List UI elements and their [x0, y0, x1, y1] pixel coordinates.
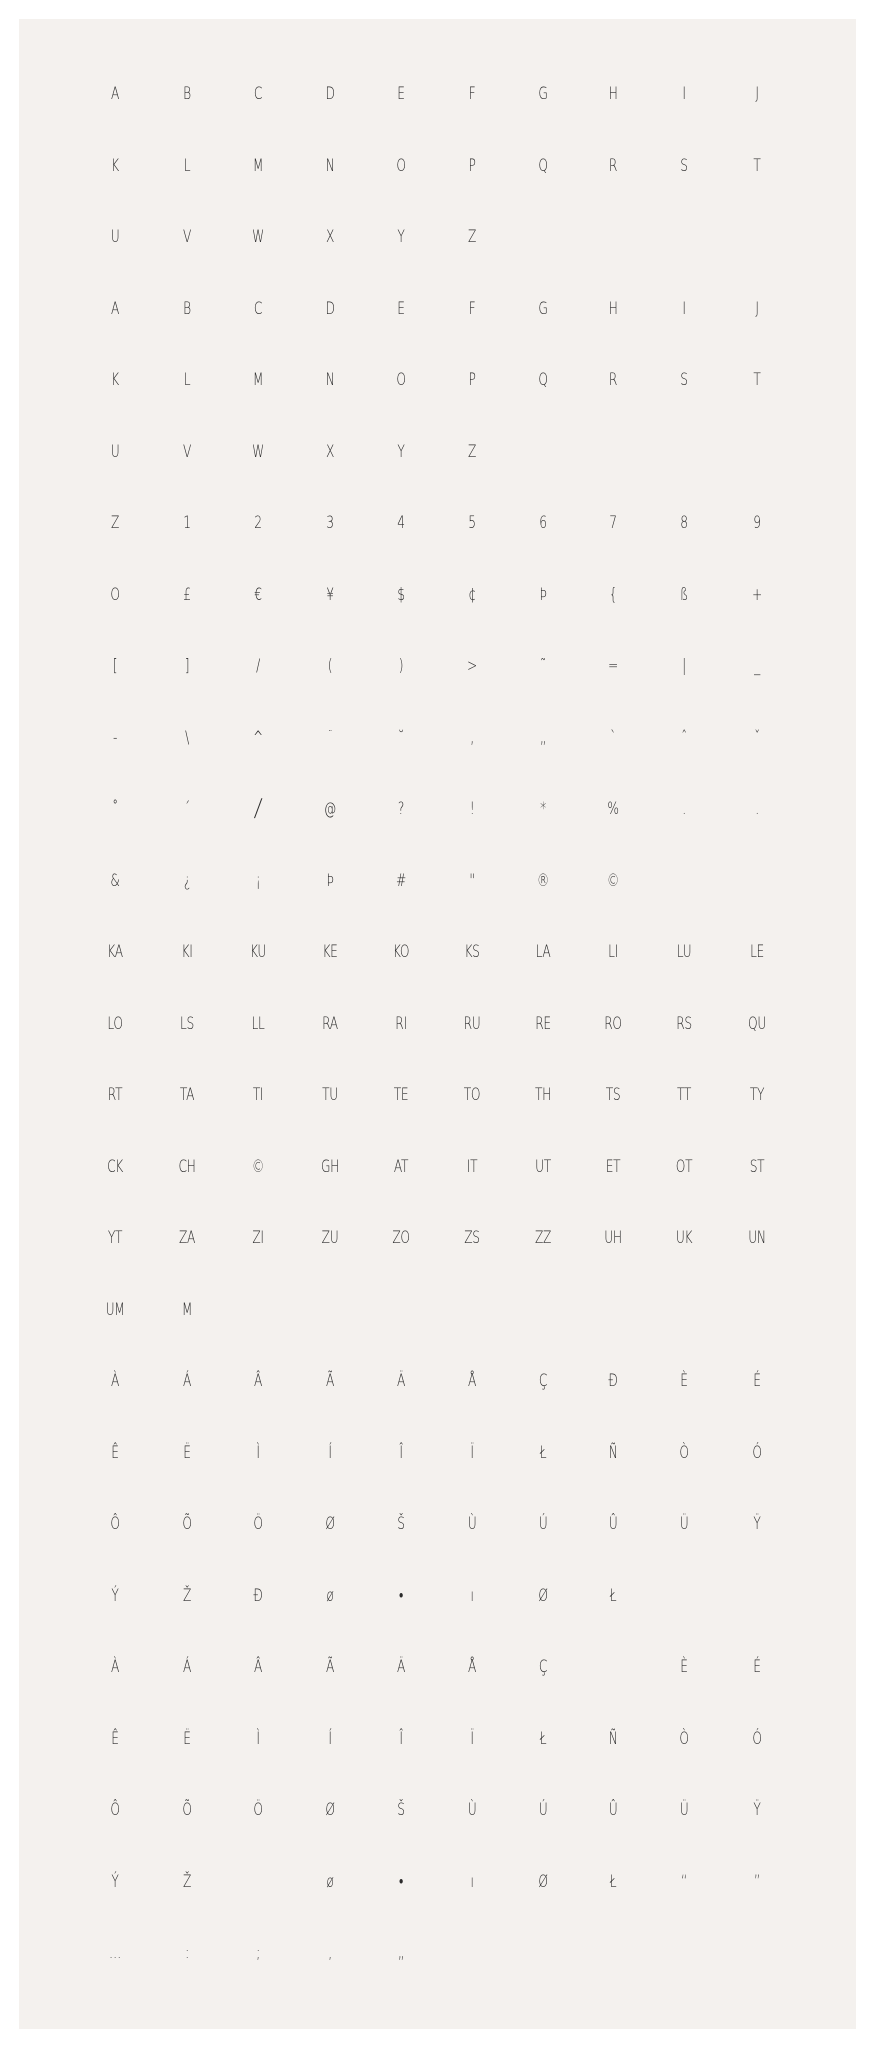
glyph-cell: ST [749, 1156, 765, 1177]
glyph-row [19, 727, 856, 799]
glyph-cell: ZI [252, 1228, 264, 1248]
glyph-cell: + [752, 584, 762, 605]
glyph-cell: Ä [396, 1657, 406, 1677]
glyph-cell: N [325, 370, 335, 390]
glyph-cell: Ë [183, 1728, 191, 1749]
glyph-row [19, 1942, 856, 2014]
glyph-cell: B [183, 84, 191, 104]
glyph-cell: X [325, 227, 335, 247]
glyph-cell: = [608, 656, 618, 676]
glyph-cell: : [185, 1943, 189, 1963]
glyph-cell: GH [321, 1156, 339, 1177]
glyph-cell: Q [538, 370, 548, 390]
glyph-cell: LE [750, 942, 764, 962]
glyph-cell: N [325, 155, 335, 176]
glyph-cell: ZO [392, 1228, 410, 1248]
glyph-cell: 1 [183, 513, 191, 533]
glyph-cell: IT [466, 1156, 478, 1177]
glyph-cell: RO [604, 1013, 622, 1034]
glyph-cell: Ø [325, 1514, 335, 1534]
glyph-cell: TH [535, 1085, 551, 1105]
glyph-cell: Đ [253, 1585, 263, 1606]
glyph-cell: Y [397, 441, 405, 462]
glyph-cell: W [252, 441, 264, 462]
glyph-row [19, 512, 856, 584]
glyph-cell: V [182, 441, 192, 462]
glyph-cell: Û [608, 1514, 618, 1534]
glyph-row [19, 584, 856, 656]
glyph-cell: 3 [326, 513, 334, 533]
glyph-cell: ZS [464, 1228, 480, 1248]
glyph-cell: ¿ [183, 870, 191, 891]
glyph-cell: \ [185, 727, 189, 748]
glyph-cell: C [253, 84, 263, 104]
glyph-cell: Ç [538, 1371, 548, 1391]
glyph-cell: D [325, 298, 335, 319]
glyph-cell: • [399, 1585, 403, 1606]
glyph-cell: * [540, 799, 546, 819]
glyph-cell: È [680, 1657, 688, 1677]
glyph-cell: UH [604, 1228, 622, 1248]
glyph-cell: É [753, 1657, 761, 1677]
glyph-cell: Ø [538, 1871, 548, 1892]
glyph-cell: KU [250, 942, 266, 962]
glyph-cell: UK [675, 1228, 693, 1248]
glyph-cell: Ò [679, 1442, 689, 1463]
glyph-cell: À [110, 1371, 120, 1391]
glyph-cell: K [111, 155, 119, 176]
glyph-cell: € [254, 584, 262, 605]
glyph-cell: Û [608, 1800, 618, 1820]
glyph-cell: G [538, 84, 548, 104]
glyph-cell: # [396, 870, 406, 891]
glyph-cell: ˆ [681, 727, 687, 748]
glyph-cell: Ã [325, 1371, 335, 1391]
glyph-cell: ZZ [534, 1228, 552, 1248]
glyph-cell: 9 [753, 513, 761, 533]
glyph-cell: CK [107, 1156, 123, 1177]
glyph-cell: TY [749, 1085, 765, 1105]
glyph-cell: Ł [539, 1728, 547, 1749]
glyph-cell: Ê [111, 1442, 119, 1463]
glyph-cell: U [110, 441, 120, 462]
glyph-cell: ® [537, 870, 549, 891]
glyph-row [19, 1442, 856, 1514]
glyph-cell: O [110, 584, 120, 605]
glyph-cell: Ä [396, 1371, 406, 1391]
glyph-cell: ø [326, 1585, 334, 1606]
glyph-cell: TT [676, 1085, 692, 1105]
glyph-cell: , [328, 1943, 332, 1963]
glyph-cell: LI [608, 942, 618, 962]
glyph-cell: V [182, 227, 192, 247]
glyph-cell: RI [395, 1013, 407, 1034]
glyph-cell: ´ [184, 799, 190, 819]
glyph-cell: C [253, 298, 263, 319]
glyph-cell: TI [252, 1085, 264, 1105]
glyph-cell: ı [470, 1871, 474, 1892]
glyph-cell: Ø [538, 1585, 548, 1606]
glyph-cell: P [468, 155, 476, 176]
glyph-row [19, 941, 856, 1013]
glyph-cell: Ì [256, 1442, 260, 1463]
glyph-cell: YT [107, 1228, 123, 1248]
glyph-cell: M [252, 155, 264, 176]
glyph-cell: O [396, 370, 406, 390]
glyph-cell: R [608, 155, 618, 176]
glyph-cell: Q [538, 155, 548, 176]
glyph-cell: • [399, 1871, 403, 1892]
glyph-cell: Â [253, 1657, 263, 1677]
glyph-cell: % [607, 799, 619, 819]
glyph-cell: UM [105, 1299, 125, 1320]
glyph-cell: TS [605, 1085, 621, 1105]
glyph-cell: Ê [111, 1728, 119, 1749]
glyph-cell: E [397, 84, 405, 104]
glyph-cell: KS [464, 942, 480, 962]
glyph-cell: Ò [679, 1728, 689, 1749]
glyph-cell: Ñ [608, 1728, 618, 1749]
glyph-cell: Þ [326, 870, 334, 891]
glyph-cell: Ý [111, 1871, 119, 1892]
glyph-cell: ) [398, 656, 404, 676]
glyph-cell: ? [397, 799, 405, 819]
glyph-cell: Ł [539, 1442, 547, 1463]
glyph-cell: K [111, 370, 119, 390]
glyph-cell: Ó [752, 1442, 762, 1463]
glyph-row [19, 83, 856, 155]
glyph-cell: LA [535, 942, 551, 962]
glyph-cell: KI [181, 942, 193, 962]
glyph-cell: RA [322, 1013, 338, 1034]
glyph-cell: „ [398, 1943, 404, 1963]
glyph-cell: Ł [609, 1585, 617, 1606]
glyph-cell: RS [676, 1013, 692, 1034]
glyph-cell: Ž [182, 1585, 192, 1606]
glyph-cell: ^ [253, 727, 263, 748]
glyph-cell: RU [463, 1013, 481, 1034]
glyph-cell: J [755, 84, 759, 104]
glyph-cell: Î [399, 1728, 403, 1749]
glyph-cell: Ã [325, 1657, 335, 1677]
glyph-cell: & [110, 870, 120, 891]
glyph-cell: RE [535, 1013, 551, 1034]
glyph-cell: ZA [178, 1228, 196, 1248]
glyph-cell: © [607, 870, 619, 891]
glyph-cell: KE [322, 942, 338, 962]
glyph-cell: ¨ [327, 727, 333, 748]
glyph-row [19, 155, 856, 227]
glyph-cell: $ [397, 584, 405, 605]
glyph-cell: „ [540, 727, 546, 748]
glyph-cell: ˘ [398, 727, 404, 748]
glyph-cell: 6 [539, 513, 547, 533]
glyph-cell: ` [610, 727, 616, 748]
glyph-cell: Á [182, 1657, 192, 1677]
glyph-cell: Ï [470, 1442, 474, 1463]
glyph-row [19, 441, 856, 513]
glyph-cell: Ï [470, 1728, 474, 1749]
glyph-cell: T [753, 155, 761, 176]
glyph-cell: L [183, 370, 191, 390]
glyph-row [19, 1728, 856, 1800]
glyph-cell: D [325, 84, 335, 104]
glyph-specimen-sheet [19, 19, 856, 2029]
glyph-cell: Ú [538, 1514, 548, 1534]
glyph-cell: 4 [397, 513, 405, 533]
glyph-cell: ‚ [470, 727, 474, 748]
glyph-cell: F [468, 84, 476, 104]
glyph-cell: Ö [253, 1514, 263, 1534]
glyph-cell: TO [463, 1085, 481, 1105]
glyph-row [19, 1513, 856, 1585]
glyph-cell: . [755, 799, 759, 819]
glyph-cell: S [680, 155, 688, 176]
glyph-cell: Î [399, 1442, 403, 1463]
glyph-cell: H [608, 298, 618, 319]
glyph-cell: CH [178, 1156, 196, 1177]
glyph-row [19, 655, 856, 727]
glyph-cell: ] [184, 656, 190, 676]
glyph-cell: T [753, 370, 761, 390]
glyph-cell: É [753, 1371, 761, 1391]
glyph-cell: Ö [253, 1800, 263, 1820]
glyph-cell: ø [326, 1871, 334, 1892]
glyph-cell: Ü [679, 1800, 689, 1820]
glyph-cell: LL [251, 1013, 265, 1034]
glyph-cell: Õ [182, 1800, 192, 1820]
glyph-cell: E [397, 298, 405, 319]
glyph-cell: - [112, 727, 118, 748]
glyph-cell: TE [393, 1085, 409, 1105]
glyph-cell: A [110, 298, 120, 319]
glyph-cell: ( [327, 656, 333, 676]
glyph-row [19, 870, 856, 942]
glyph-cell: Ô [110, 1514, 120, 1534]
glyph-cell: Ô [110, 1800, 120, 1820]
glyph-cell: 2 [254, 513, 262, 533]
glyph-cell: J [755, 298, 759, 319]
glyph-cell: OT [675, 1156, 693, 1177]
glyph-cell: Y [397, 227, 405, 247]
glyph-cell: Þ [539, 584, 547, 605]
glyph-cell: LU [676, 942, 692, 962]
glyph-cell: O [396, 155, 406, 176]
glyph-cell: F [468, 298, 476, 319]
glyph-cell: Ð [608, 1371, 618, 1391]
glyph-cell: X [325, 441, 335, 462]
glyph-cell: TA [179, 1085, 195, 1105]
glyph-cell: © [252, 1156, 264, 1177]
glyph-cell: S [680, 370, 688, 390]
glyph-cell: “ [681, 1871, 687, 1892]
glyph-cell: M [181, 1299, 193, 1320]
glyph-cell: Ñ [608, 1442, 618, 1463]
glyph-cell: Å [467, 1371, 477, 1391]
glyph-cell: Ç [538, 1657, 548, 1677]
glyph-cell: B [183, 298, 191, 319]
glyph-cell: Ž [182, 1871, 192, 1892]
glyph-cell: Í [328, 1442, 332, 1463]
glyph-cell: / [256, 656, 260, 676]
glyph-cell: M [252, 370, 264, 390]
glyph-row [19, 1013, 856, 1085]
glyph-row [19, 226, 856, 298]
glyph-row [19, 369, 856, 441]
glyph-cell: Í [328, 1728, 332, 1749]
glyph-cell: { [609, 584, 617, 605]
glyph-cell: 5 [468, 513, 476, 533]
glyph-grid [19, 83, 856, 2014]
glyph-cell: H [608, 84, 618, 104]
glyph-cell: À [110, 1657, 120, 1677]
glyph-cell: I [682, 84, 686, 104]
glyph-cell: ET [605, 1156, 621, 1177]
glyph-cell: Á [182, 1371, 192, 1391]
glyph-cell: È [680, 1371, 688, 1391]
glyph-cell: [ [112, 656, 118, 676]
glyph-cell: RT [107, 1085, 123, 1105]
glyph-cell: > [467, 656, 477, 676]
glyph-cell: ˜ [540, 656, 546, 676]
glyph-row [19, 298, 856, 370]
glyph-cell: @ [324, 799, 336, 819]
glyph-cell: Ÿ [753, 1800, 761, 1820]
glyph-cell: Å [467, 1657, 477, 1677]
glyph-cell: UT [535, 1156, 551, 1177]
glyph-row [19, 1084, 856, 1156]
glyph-cell: KO [392, 942, 410, 962]
glyph-cell: ! [469, 799, 475, 819]
glyph-cell: Z [110, 513, 120, 533]
glyph-cell: UN [748, 1228, 766, 1248]
glyph-cell: " [469, 870, 475, 891]
glyph-row [19, 1871, 856, 1943]
glyph-cell: Ý [111, 1585, 119, 1606]
glyph-cell: £ [183, 584, 191, 605]
glyph-cell: ß [680, 584, 688, 605]
glyph-cell: Ì [256, 1728, 260, 1749]
glyph-cell: LS [180, 1013, 194, 1034]
glyph-cell: Z [467, 441, 477, 462]
glyph-cell: I [682, 298, 686, 319]
glyph-cell: Ø [325, 1800, 335, 1820]
glyph-row [19, 1299, 856, 1371]
glyph-cell: ¢ [468, 584, 476, 605]
glyph-cell: Ü [679, 1514, 689, 1534]
glyph-cell: ı [470, 1585, 474, 1606]
glyph-row [19, 1156, 856, 1228]
glyph-row [19, 1227, 856, 1299]
glyph-cell: Ó [752, 1728, 762, 1749]
glyph-cell: KA [107, 942, 123, 962]
glyph-row [19, 798, 856, 870]
glyph-cell: _ [754, 656, 760, 676]
glyph-cell: LO [107, 1013, 123, 1034]
glyph-cell: ˇ [754, 727, 760, 748]
glyph-cell: Â [253, 1371, 263, 1391]
glyph-cell: Ù [467, 1800, 477, 1820]
glyph-cell: A [110, 84, 120, 104]
glyph-cell: Š [397, 1514, 405, 1534]
glyph-cell: ZU [321, 1228, 339, 1248]
glyph-cell: … [109, 1943, 121, 1963]
glyph-cell: . [682, 799, 686, 819]
glyph-row [19, 1799, 856, 1871]
glyph-row [19, 1370, 856, 1442]
glyph-cell: | [682, 656, 686, 676]
glyph-row [19, 1585, 856, 1657]
glyph-cell: ¡ [255, 870, 261, 891]
glyph-cell: ; [256, 1943, 260, 1963]
glyph-cell: Š [397, 1800, 405, 1820]
glyph-cell: L [183, 155, 191, 176]
glyph-cell: 8 [680, 513, 688, 533]
glyph-cell: Ë [183, 1442, 191, 1463]
glyph-cell: P [468, 370, 476, 390]
glyph-cell: Ł [609, 1871, 617, 1892]
glyph-cell: W [252, 227, 264, 247]
glyph-cell: R [608, 370, 618, 390]
glyph-cell: Ÿ [753, 1514, 761, 1534]
glyph-cell: ╱ [254, 799, 262, 819]
glyph-row [19, 1656, 856, 1728]
glyph-cell: Z [467, 227, 477, 247]
glyph-cell: AT [393, 1156, 409, 1177]
glyph-cell: G [538, 298, 548, 319]
glyph-cell: 7 [609, 513, 617, 533]
glyph-cell: ˚ [112, 799, 118, 819]
glyph-cell: ” [754, 1871, 760, 1892]
glyph-cell: ¥ [326, 584, 334, 605]
glyph-cell: TU [322, 1085, 338, 1105]
glyph-cell: Ú [538, 1800, 548, 1820]
glyph-cell: Ù [467, 1514, 477, 1534]
glyph-cell: QU [748, 1013, 766, 1034]
glyph-cell: Õ [182, 1514, 192, 1534]
glyph-cell: U [110, 227, 120, 247]
